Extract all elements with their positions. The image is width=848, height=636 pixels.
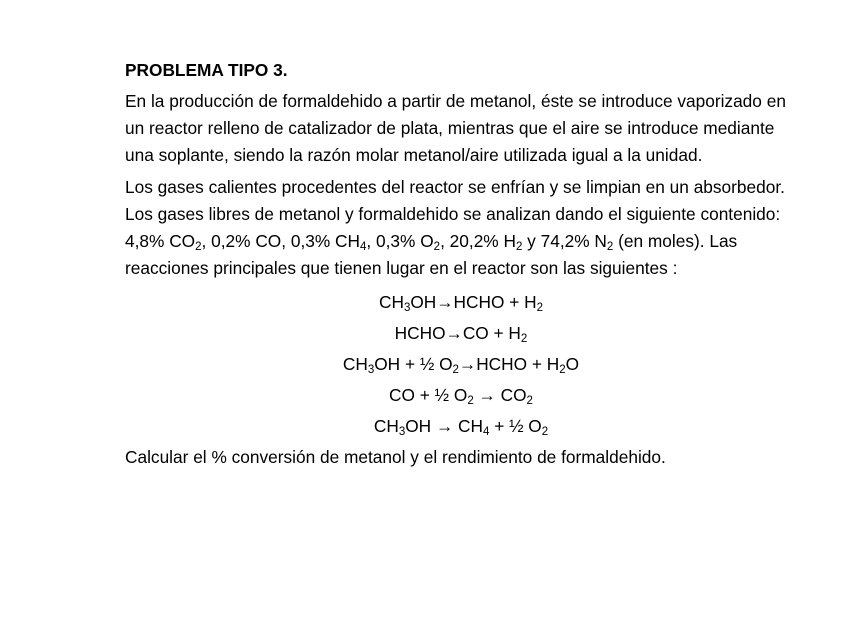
formula-part: HCHO→CO + H <box>394 323 521 343</box>
formula-part: OH→HCHO + H <box>410 292 537 312</box>
formula-part: + ½ O <box>489 416 542 436</box>
subscript: 2 <box>520 333 528 345</box>
subscript: 3 <box>367 364 375 376</box>
subscript: 2 <box>467 395 474 407</box>
reaction-1 <box>125 287 797 318</box>
n2-content: y 74,2% N <box>522 231 607 251</box>
document-page <box>125 57 805 476</box>
formula-part: CH <box>378 292 404 312</box>
formula-part: →HCHO + H <box>458 354 560 374</box>
subscript: 3 <box>403 302 411 314</box>
subscript: 2 <box>452 364 459 376</box>
formula-part: O <box>565 354 580 374</box>
gas-analysis-intro: Los gases calientes procedentes del reactor se enfrían y se limpian en un absorbedor. Los gases libres de metanol y formaldehido se analizan dando el siguiente contenido: <box>125 177 785 224</box>
reaction-2 <box>125 318 797 349</box>
subscript: 2 <box>541 426 549 438</box>
paragraph-feed-description: En la producción de formaldehido a partir de metanol, éste se introduce vaporizado en un reactor relleno de catalizador de plata, mientras que el aire se introduce mediante una soplante, siendo la razón molar metanol/aire utilizada igual a la unidad. <box>125 91 786 165</box>
subscript: 2 <box>526 395 533 407</box>
formula-part: CH <box>373 416 399 436</box>
formula-part: CO + ½ O <box>389 385 468 405</box>
subscript: 2 <box>606 241 614 253</box>
reaction-5 <box>125 411 797 442</box>
co-ch4-content: , 0,2% CO, 0,3% CH <box>201 231 360 251</box>
o2-content: , 0,3% O <box>366 231 434 251</box>
subscript: 2 <box>515 241 523 253</box>
paragraph-gas-analysis <box>125 174 805 282</box>
subscript: 4 <box>482 426 490 438</box>
subscript: 3 <box>398 426 406 438</box>
gas-analysis-outro: (en moles). Las reacciones principales que tienen lugar en el reactor son las siguientes : <box>125 231 738 278</box>
formula-part: CH <box>342 354 368 374</box>
question-text: Calcular el % conversión de metanol y el rendimiento de formaldehido. <box>125 447 666 467</box>
subscript: 2 <box>433 241 441 253</box>
subscript: 4 <box>360 241 367 253</box>
subscript: 2 <box>536 302 544 314</box>
h2-content: , 20,2% H <box>440 231 516 251</box>
formula-part: → CO <box>473 385 527 405</box>
reaction-4 <box>125 380 797 411</box>
co2-content: 4,8% CO <box>125 231 196 251</box>
formula-part: OH → CH <box>405 416 483 436</box>
subscript: 2 <box>559 364 566 376</box>
problem-title: PROBLEMA TIPO 3. <box>125 60 288 80</box>
subscript: 2 <box>195 241 202 253</box>
reaction-3 <box>125 349 797 380</box>
formula-part: OH + ½ O <box>374 354 453 374</box>
